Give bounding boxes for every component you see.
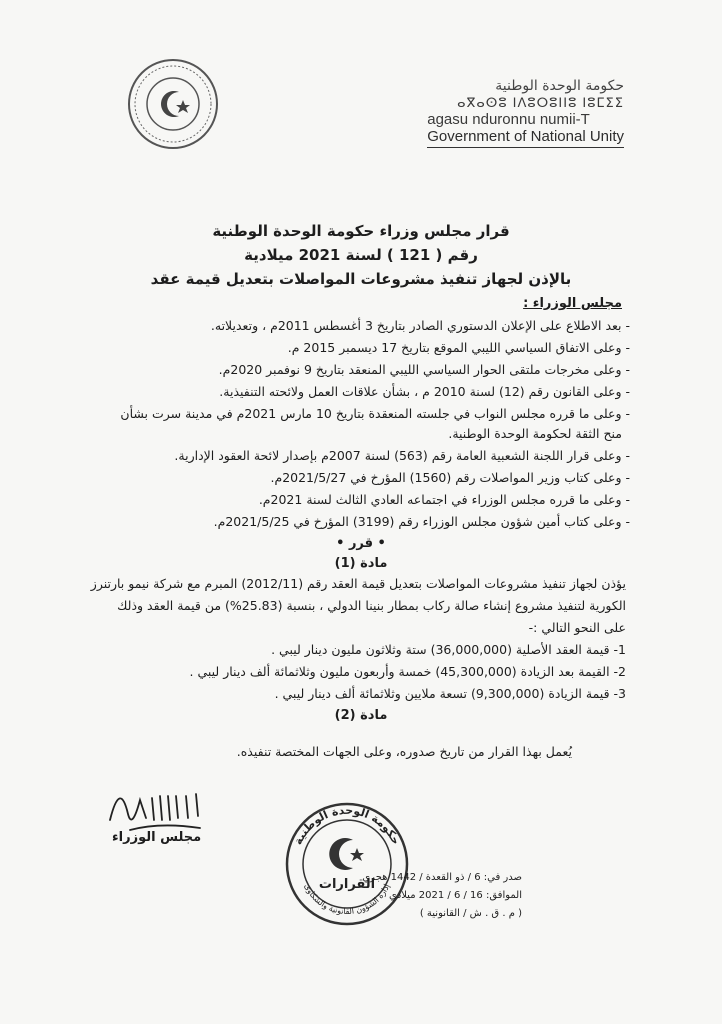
preamble-line: - وعلى كتاب وزير المواصلات رقم (1560) المؤرخ في 2021/5/27م. (270, 470, 630, 485)
gov-name-arabic: حكومة الوحدة الوطنية (495, 78, 624, 94)
preamble-line: - وعلى ما قرره مجلس النواب في جلسته المنعقدة بتاريخ 10 مارس 2021م في مدينة سرت بشأن (120, 406, 630, 421)
decree-title: قرار مجلس وزراء حكومة الوحدة الوطنية (212, 222, 510, 240)
article-1-item: 2- القيمة بعد الزيادة (45,300,000) خمسة وأربعون مليون وثلاثمائة ألف دينار ليبي . (189, 664, 626, 679)
article-1-text: الكورية لتنفيذ مشروع إنشاء صالة ركاب بمطار بنينا الدولي ، بنسبة (25.83%) من قيمة العقد وذلك (117, 598, 626, 613)
issue-date-hijri: صدر في: 6 / ذو القعدة / 1442 هجري (362, 872, 522, 883)
issue-reference: ( م . ق . ش / القانونية ) (419, 908, 522, 919)
decree-subject: بالإذن لجهاز تنفيذ مشروعات المواصلات بتعديل قيمة عقد (150, 270, 572, 288)
issue-date-gregorian: الموافق: 16 / 6 / 2021 ميلادي (388, 890, 522, 901)
preamble-line: - بعد الاطلاع على الإعلان الدستوري الصادر بتاريخ 3 أغسطس 2011م ، وتعديلاته. (210, 318, 630, 333)
preamble-line: - وعلى كتاب أمين شؤون مجلس الوزراء رقم (3199) المؤرخ في 2021/5/25م. (213, 514, 630, 529)
article-2-heading: مادة (2) (334, 708, 388, 723)
stamp-center-text: القرارات (318, 877, 376, 892)
council-heading: مجلس الوزراء : (523, 296, 622, 311)
preamble-line: - وعلى القانون رقم (12) لسنة 2010 م ، بشأن علاقات العمل ولائحته التنفيذية. (219, 384, 630, 399)
signature-label: مجلس الوزراء (112, 830, 202, 845)
government-seal-icon (127, 58, 219, 150)
article-1-item: 1- قيمة العقد الأصلية (36,000,000) ستة وثلاثون مليون دينار ليبي . (271, 642, 626, 657)
article-1-text: على النحو التالي :- (528, 620, 626, 635)
decided-label: • قرر • (336, 536, 386, 551)
article-1-item: 3- قيمة الزيادة (9,300,000) تسعة ملايين وثلاثمائة ألف دينار ليبي . (274, 686, 626, 701)
preamble-line: - وعلى الاتفاق السياسي الليبي الموقع بتاريخ 17 ديسمبر 2015 م. (287, 340, 630, 355)
decree-number: رقم ( 121 ) لسنة 2021 ميلادية (244, 246, 478, 264)
stamp-bottom-text: إدارة الشؤون القانونية والشكاوى (302, 882, 392, 917)
official-stamp-icon (283, 800, 411, 928)
preamble-line: منح الثقة لحكومة الوحدة الوطنية. (448, 426, 622, 441)
preamble-line: - وعلى قرار اللجنة الشعبية العامة رقم (563) لسنة 2007م بإصدار لائحة العقود الإدارية. (174, 448, 630, 463)
gov-name-tifinagh: ⴰⴳⴰⵙⵓ ⵏⴷⵓⵔⵓⵏⵏⵓ ⵏⵓⵎⵉⵉ (457, 96, 624, 111)
government-header (427, 78, 624, 148)
article-1-heading: مادة (1) (334, 556, 388, 571)
gov-name-amazigh-latin: agasu nduronnu numii-T (427, 111, 590, 128)
gov-name-english: Government of National Unity (427, 128, 624, 148)
preamble-line: - وعلى ما قرره مجلس الوزراء في اجتماعه العادي الثالث لسنة 2021م. (258, 492, 630, 507)
stamp-top-text: حكومة الوحدة الوطنية (291, 803, 403, 847)
article-1-text: يؤذن لجهاز تنفيذ مشروعات المواصلات بتعديل قيمة العقد رقم (2012/11) المبرم مع شركة نيمو بارتنرز (90, 576, 626, 591)
article-2-text: يُعمل بهذا القرار من تاريخ صدوره، وعلى الجهات المختصة تنفيذه. (236, 744, 572, 759)
preamble-line: - وعلى مخرجات ملتقى الحوار السياسي الليبي المنعقد بتاريخ 9 نوفمبر 2020م. (218, 362, 630, 377)
